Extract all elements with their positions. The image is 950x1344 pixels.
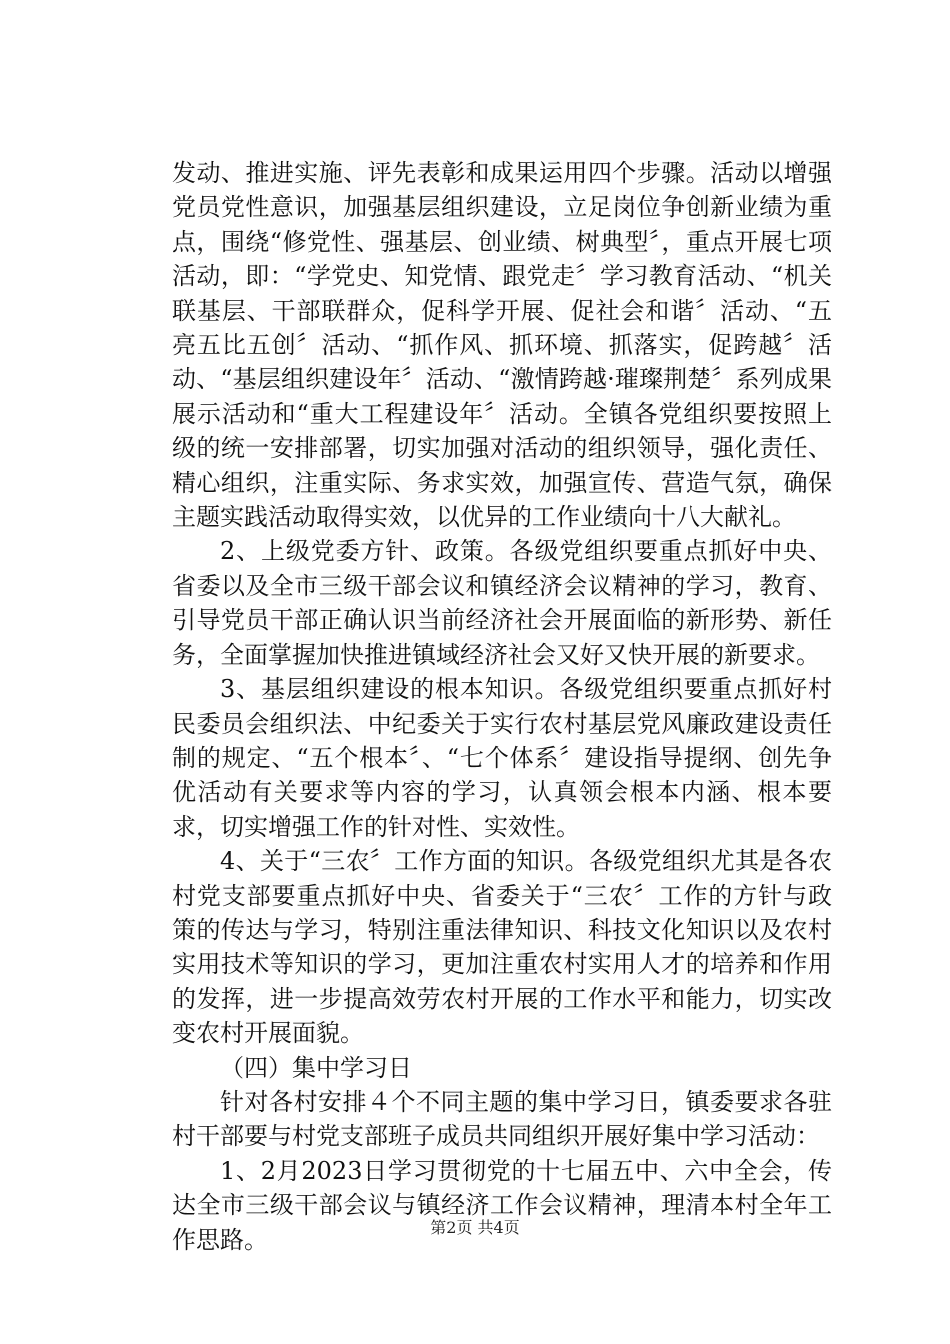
section-heading-study-day: （四）集中学习日 <box>220 1053 412 1082</box>
paragraph-basic-organization: 3、基层组织建设的根本知识。各级党组织要重点抓好村民委员会组织法、中纪委关于实行农村基层党风廉政建设责任制的规定、“五个根本〞、“七个体系〞建设指导提纲、创先争优活动有关要求等内容的学习，认真领会根本内涵、根本要求，切实增强工作的针对性、实效性。 <box>172 675 832 841</box>
paragraph-three-rural: 4、关于“三农〞工作方面的知识。各级党组织尤其是各农村党支部要重点抓好中央、省委关于“三农〞工作的方针与政策的传达与学习，特别注重法律知识、科技文化知识以及农村实用技术等知识的学习，更加注重农村实用人才的培养和作用的发挥，进一步提高效劳农村开展的工作水平和能力，切实改变农村开展面貌。 <box>172 847 832 1048</box>
paragraph-activity-overview: 发动、推进实施、评先表彰和成果运用四个步骤。活动以增强党员党性意识，加强基层组织建设，立足岗位争创新业绩为重点，围绕“修党性、强基层、创业绩、树典型〞，重点开展七项活动，即：“学党史、知党情、跟党走〞学习教育活动、“机关联基层、干部联群众，促科学开展、促社会和谐〞活动、“五亮五比五创〞活动、“抓作风、抓环境、抓落实，促跨越〞活动、“基层组织建设年〞活动、“激情跨越·璀璨荆楚〞系列成果展示活动和“重大工程建设年〞活动。全镇各党组织要按照上级的统一安排部署，切实加强对活动的组织领导，强化责任、精心组织，注重实际、务求实效，加强宣传、营造气氛，确保主题实践活动取得实效，以优异的工作业绩向十八大献礼。 <box>172 159 832 532</box>
paragraph-study-day-intro: 针对各村安排４个不同主题的集中学习日，镇委要求各驻村干部要与村党支部班子成员共同组织开展好集中学习活动： <box>172 1087 832 1151</box>
document-body <box>172 156 832 1257</box>
page-footer: 第2页 共4页 <box>430 1218 520 1237</box>
paragraph-study-day-item-1: 1、2月2023日学习贯彻党的十七届五中、六中全会，传达全市三级干部会议与镇经济工作会议精神，理清本村全年工作思路。 <box>172 1156 832 1254</box>
paragraph-party-policy: 2、上级党委方针、政策。各级党组织要重点抓好中央、省委以及全市三级干部会议和镇经济会议精神的学习，教育、引导党员干部正确认识当前经济社会开展面临的新形势、新任务，全面掌握加快推进镇域经济社会又好又快开展的新要求。 <box>172 537 832 669</box>
